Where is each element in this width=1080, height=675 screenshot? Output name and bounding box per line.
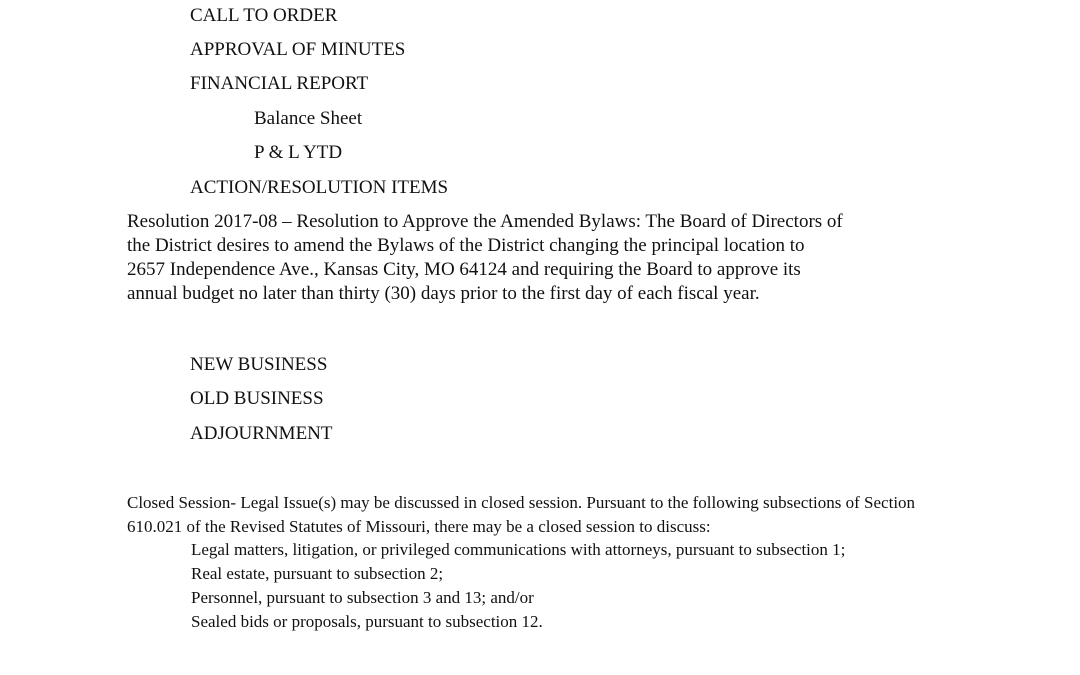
agenda-item-title: FINANCIAL REPORT — [190, 73, 369, 94]
closed-session-text: Real estate, pursuant to subsection 2; — [191, 564, 444, 583]
agenda-item-title: OLD BUSINESS — [190, 388, 324, 409]
closed-session-text: Personnel, pursuant to subsection 3 and 13; and/or — [191, 588, 534, 607]
agenda-item-title: CALL TO ORDER — [190, 5, 338, 26]
resolution-paragraph: Resolution 2017-08 – Resolution to Approve the Amended Bylaws: The Board of Directors of the District desires to amend the Bylaws of the District changing the principal location to 2657 Independence Ave., Kansas City, MO 64124 and requiring the Board to approve its annual budget no later than thirty (30) days prior to the first day of each fiscal year. — [127, 211, 843, 304]
agenda-item-title: APPROVAL OF MINUTES — [190, 39, 406, 60]
closed-session-intro: Closed Session- Legal Issue(s) may be discussed in closed session. Pursuant to the following subsections of Section 610.021 of the Revised Statutes of Missouri, there may be a closed session to discuss: — [127, 493, 916, 536]
closed-session-text: Legal matters, litigation, or privileged communications with attorneys, pursuant to subsection 1; — [191, 540, 846, 559]
agenda-item-title: ACTION/RESOLUTION ITEMS — [190, 177, 449, 198]
agenda-item-title: NEW BUSINESS — [190, 354, 328, 375]
financial-subitem-pl-ytd: P & L YTD — [254, 142, 343, 163]
agenda-item-title: ADJOURNMENT — [190, 423, 333, 444]
financial-subitem-balance-sheet: Balance Sheet — [254, 108, 363, 129]
closed-session-text: Sealed bids or proposals, pursuant to subsection 12. — [191, 612, 543, 631]
